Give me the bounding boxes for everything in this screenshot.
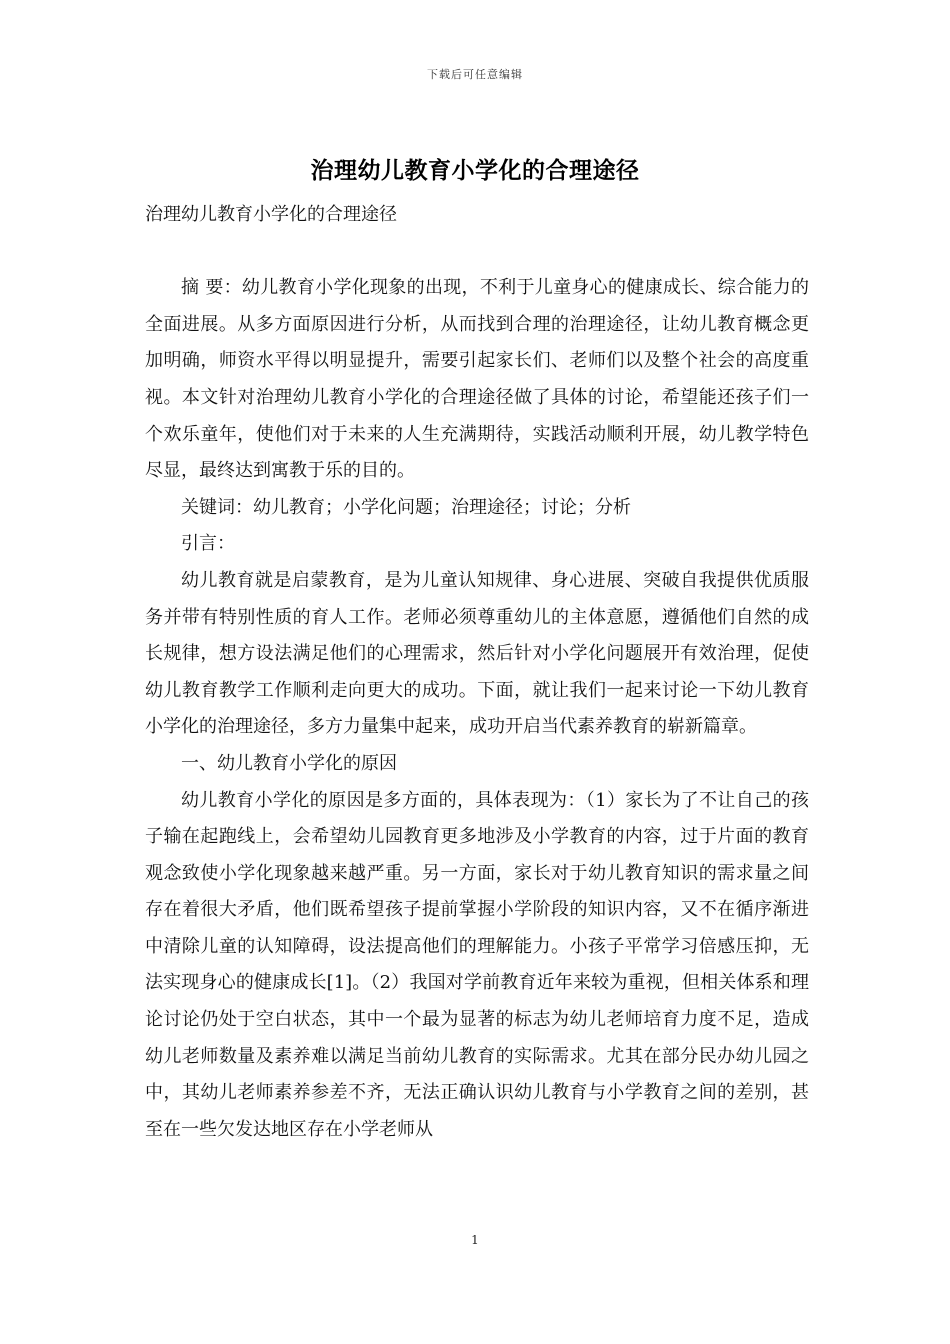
document-subtitle: 治理幼儿教育小学化的合理途径 <box>145 204 397 225</box>
section1-heading: 一、幼儿教育小学化的原因 <box>181 752 397 774</box>
abstract-paragraph: 摘 要：幼儿教育小学化现象的出现，不利于儿童身心的健康成长、综合能力的全面进展。从多方面原因进行分析，从而找到合理的治理途径，让幼儿教育概念更加明确，师资水平得以明显提升，需要引起家长们、老师们以及整个社会的高度重视。本文针对治理幼儿教育小学化的合理途径做了具体的讨论，希望能还孩子们一个欢乐童年，使他们对于未来的人生充满期待，实践活动顺利开展，幼儿教学特色尽显，最终达到寓教于乐的目的。 <box>145 277 809 482</box>
header-note: 下载后可任意编辑 <box>427 68 523 81</box>
document-body <box>145 197 809 1148</box>
keywords-line: 关键词：幼儿教育；小学化问题；治理途径；讨论；分析 <box>181 496 631 518</box>
section1-paragraph: 幼儿教育小学化的原因是多方面的，具体表现为：（1）家长为了不让自己的孩子输在起跑线上，会希望幼儿园教育更多地涉及小学教育的内容，过于片面的教育观念致使小学化现象越来越严重。另一方面，家长对于幼儿教育知识的需求量之间存在着很大矛盾，他们既希望孩子提前掌握小学阶段的知识内容，又不在循序渐进中清除儿童的认知障碍，设法提高他们的理解能力。小孩子平常学习倍感压抑，无法实现身心的健康成长[1]。（2）我国对学前教育近年来较为重视，但相关体系和理论讨论仍处于空白状态，其中一个最为显著的标志为幼儿老师培育力度不足，造成幼儿老师数量及素养难以满足当前幼儿教育的实际需求。尤其在部分民办幼儿园之中，其幼儿老师素养参差不齐，无法正确认识幼儿教育与小学教育之间的差别，甚至在一些欠发达地区存在小学老师从 <box>145 789 809 1140</box>
intro-heading: 引言： <box>181 533 235 555</box>
intro-paragraph: 幼儿教育就是启蒙教育，是为儿童认知规律、身心进展、突破自我提供优质服务并带有特别性质的育人工作。老师必须尊重幼儿的主体意愿，遵循他们自然的成长规律，想方设法满足他们的心理需求，然后针对小学化问题展开有效治理，促使幼儿教育教学工作顺利走向更大的成功。下面，就让我们一起来讨论一下幼儿教育小学化的治理途径，多方力量集中起来，成功开启当代素养教育的崭新篇章。 <box>145 569 809 738</box>
document-title: 治理幼儿教育小学化的合理途径 <box>310 157 640 184</box>
page-number: 1 <box>471 1233 479 1247</box>
